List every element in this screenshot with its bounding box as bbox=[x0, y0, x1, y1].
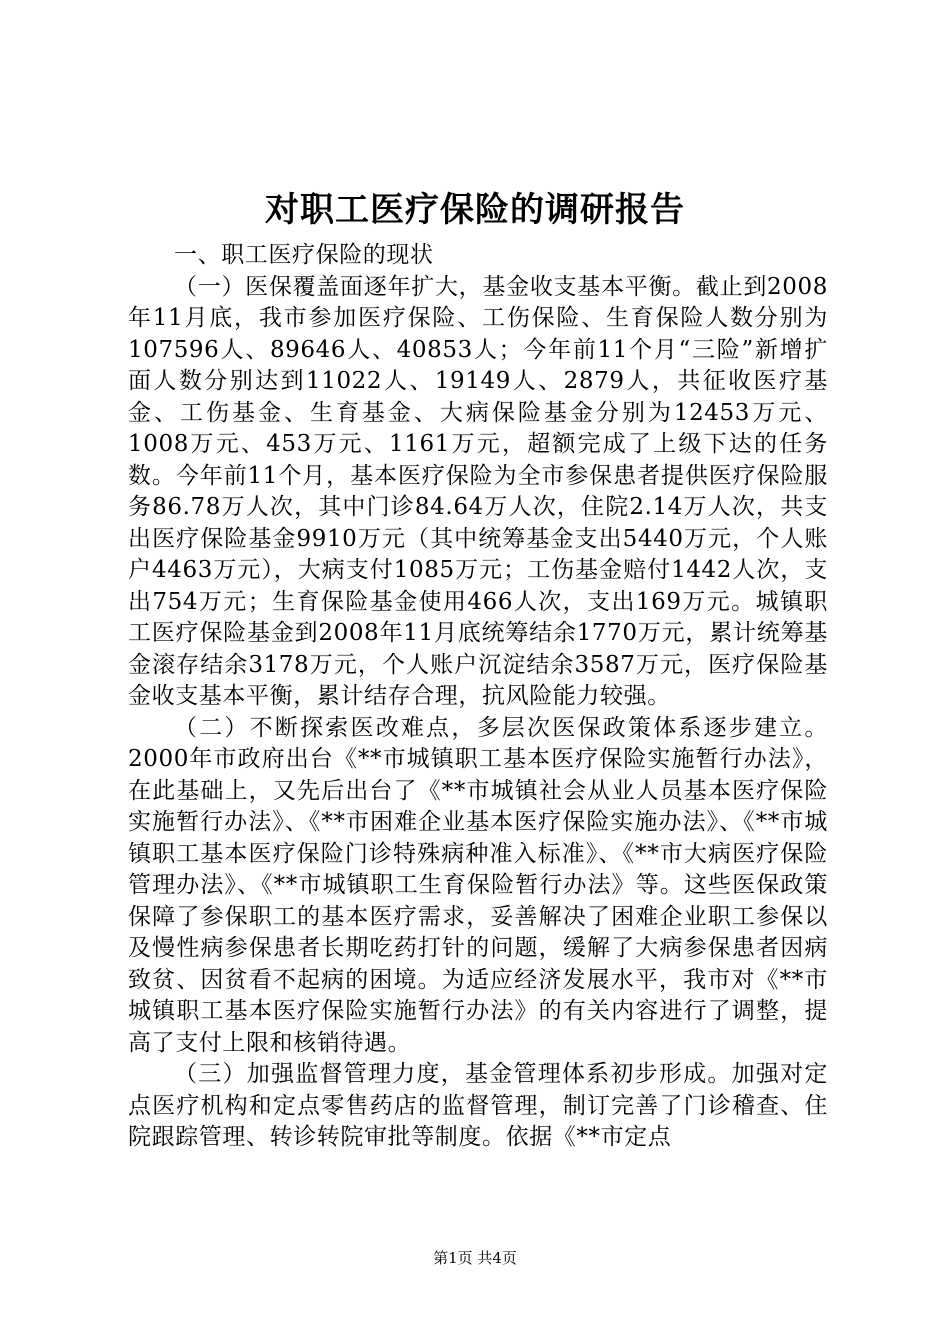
section-heading: 一、职工医疗保险的现状 bbox=[174, 242, 434, 268]
paragraph-supervision: （三）加强监督管理力度，基金管理体系初步形成。加强对定点医疗机构和定点零售药店的监督管理，制订完善了门诊稽查、住院跟踪管理、转诊转院审批等制度。依据《**市定点 bbox=[128, 1061, 828, 1150]
document-title: 对职工医疗保险的调研报告 bbox=[265, 190, 685, 230]
document-body bbox=[128, 240, 828, 1154]
paragraph-policy: （二）不断探索医改难点，多层次医保政策体系逐步建立。2000年市政府出台《**市城镇职工基本医疗保险实施暂行办法》，在此基础上，又先后出台了《**市城镇社会从业人员基本医疗保险实施暂行办法》、《**市困难企业基本医疗保险实施办法》、《**市城镇职工基本医疗保险门诊特殊病种准入标准》、《**市大病医疗保险管理办法》、《**市城镇职工生育保险暂行办法》等。这些医保政策保障了参保职工的基本医疗需求，妥善解决了困难企业职工参保以及慢性病参保患者长期吃药打针的问题，缓解了大病参保患者因病致贫、因贫看不起病的困境。为适应经济发展水平，我市对《**市城镇职工基本医疗保险实施暂行办法》的有关内容进行了调整，提高了支付上限和核销待遇。 bbox=[128, 714, 828, 1056]
page-footer: 第1页 共4页 bbox=[433, 1249, 517, 1267]
paragraph-coverage: （一）医保覆盖面逐年扩大，基金收支基本平衡。截止到2008年11月底，我市参加医疗保险、工伤保险、生育保险人数分别为107596人、89646人、40853人；今年前11个月“三险”新增扩面人数分别达到11022人、19149人、2879人，共征收医疗基金、工伤基金、生育基金、大病保险基金分别为12453万元、1008万元、453万元、1161万元，超额完成了上级下达的任务数。今年前11个月，基本医疗保险为全市参保患者提供医疗保险服务86.78万人次，其中门诊84.64万人次，住院2.14万人次，共支出医疗保险基金9910万元（其中统筹基金支出5440万元，个人账户4463万元），大病支付1085万元；工伤基金赔付1442人次，支出754万元；生育保险基金使用466人次，支出169万元。城镇职工医疗保险基金到2008年11月底统筹结余1770万元，累计统筹基金滚存结余3178万元，个人账户沉淀结余3587万元，医疗保险基金收支基本平衡，累计结存合理，抗风险能力较强。 bbox=[128, 273, 828, 709]
